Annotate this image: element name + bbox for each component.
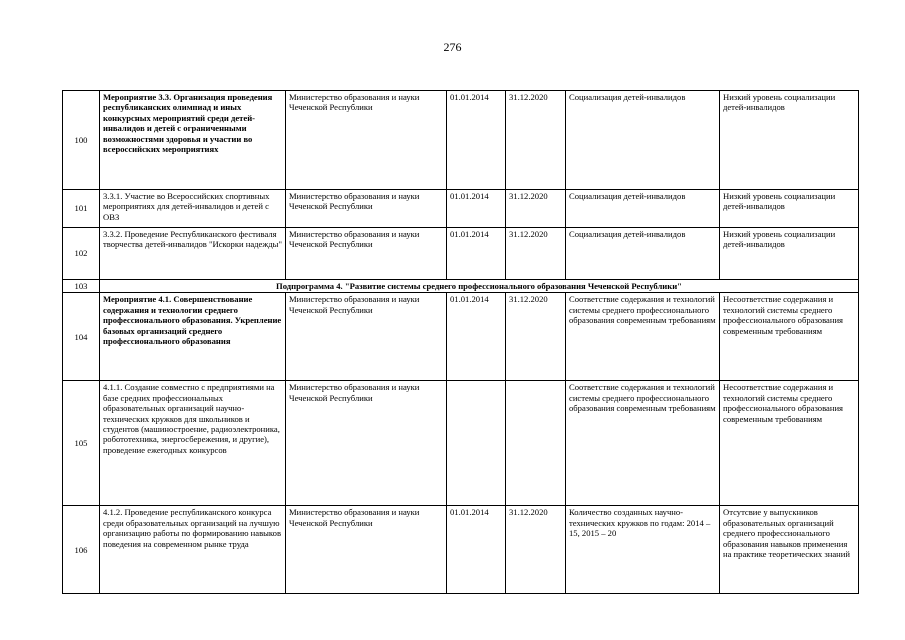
executor-cell: Министерство образования и науки Чеченской Республики — [286, 190, 447, 228]
risk-cell: Несоответствие содержания и технологий системы среднего профессионального образования современным требованиям — [720, 293, 859, 381]
subprogram-title: Подпрограмма 4. "Развитие системы среднего профессионального образования Чеченской Республики" — [100, 280, 859, 293]
end-date-cell: 31.12.2020 — [506, 506, 566, 594]
activity-cell: 3.3.1. Участие во Всероссийских спортивных мероприятиях для детей-инвалидов и детей с ОВЗ — [100, 190, 286, 228]
activity-cell: 4.1.1. Создание совместно с предприятиями на базе средних профессиональных образовательных организаций научно-технических кружков для школьников и студентов (машиностроение, радиоэлектроника, робототехника, энергосбережения, и другие), проведение ежегодных конкурсов — [100, 381, 286, 506]
end-date-cell: 31.12.2020 — [506, 91, 566, 190]
risk-cell: Низкий уровень социализации детей-инвалидов — [720, 228, 859, 280]
activity-cell: Мероприятие 3.3. Организация проведения республиканских олимпиад и иных конкурсных мероприятий среди детей-инвалидов и детей с ограниченными возможностями здоровья и участии во всероссийских мероприятиях — [100, 91, 286, 190]
start-date-cell: 01.01.2014 — [447, 190, 506, 228]
start-date-cell: 01.01.2014 — [447, 91, 506, 190]
row-number: 101 — [63, 190, 100, 228]
result-cell: Социализация детей-инвалидов — [566, 228, 720, 280]
row-number: 102 — [63, 228, 100, 280]
result-cell: Соответствие содержания и технологий системы среднего профессионального образования современным требованиям — [566, 381, 720, 506]
start-date-cell: 01.01.2014 — [447, 506, 506, 594]
table-row — [63, 293, 859, 381]
result-cell: Социализация детей-инвалидов — [566, 190, 720, 228]
end-date-cell: 31.12.2020 — [506, 190, 566, 228]
table-row — [63, 91, 859, 190]
row-number: 103 — [63, 280, 100, 293]
risk-cell: Низкий уровень социализации детей-инвалидов — [720, 190, 859, 228]
row-number: 104 — [63, 293, 100, 381]
result-cell: Количество созданных научно-технических кружков по годам: 2014 – 15, 2015 – 20 — [566, 506, 720, 594]
end-date-cell — [506, 381, 566, 506]
result-cell: Соответствие содержания и технологий системы среднего профессионального образования современным требованиям — [566, 293, 720, 381]
measures-table — [62, 90, 859, 594]
end-date-cell: 31.12.2020 — [506, 293, 566, 381]
executor-cell: Министерство образования и науки Чеченской Республики — [286, 506, 447, 594]
table-row — [63, 381, 859, 506]
row-number: 106 — [63, 506, 100, 594]
risk-cell: Несоответствие содержания и технологий системы среднего профессионального образования современным требованиям — [720, 381, 859, 506]
table-row — [63, 228, 859, 280]
start-date-cell — [447, 381, 506, 506]
risk-cell: Отсутсвие у выпускников образовательных организаций среднего профессионального образования навыков применения на практике теоретических знаний — [720, 506, 859, 594]
start-date-cell: 01.01.2014 — [447, 293, 506, 381]
activity-cell: 3.3.2. Проведение Республиканского фестиваля творчества детей-инвалидов "Искорки надежды" — [100, 228, 286, 280]
result-cell: Социализация детей-инвалидов — [566, 91, 720, 190]
executor-cell: Министерство образования и науки Чеченской Республики — [286, 91, 447, 190]
end-date-cell: 31.12.2020 — [506, 228, 566, 280]
activity-cell: Мероприятие 4.1. Совершенствование содержания и технологии среднего профессионального образования. Укрепление базовых организаций среднего профессионального образования — [100, 293, 286, 381]
activity-cell: 4.1.2. Проведение республиканского конкурса среди образовательных организаций на лучшую организацию работы по формированию навыков поведения на современном рынке труда — [100, 506, 286, 594]
row-number: 100 — [63, 91, 100, 190]
table-row — [63, 506, 859, 594]
start-date-cell: 01.01.2014 — [447, 228, 506, 280]
executor-cell: Министерство образования и науки Чеченской Республики — [286, 293, 447, 381]
executor-cell: Министерство образования и науки Чеченской Республики — [286, 228, 447, 280]
section-row — [63, 280, 859, 293]
row-number: 105 — [63, 381, 100, 506]
page-number: 276 — [443, 40, 462, 54]
risk-cell: Низкий уровень социализации детей-инвалидов — [720, 91, 859, 190]
table-row — [63, 190, 859, 228]
executor-cell: Министерство образования и науки Чеченской Республики — [286, 381, 447, 506]
